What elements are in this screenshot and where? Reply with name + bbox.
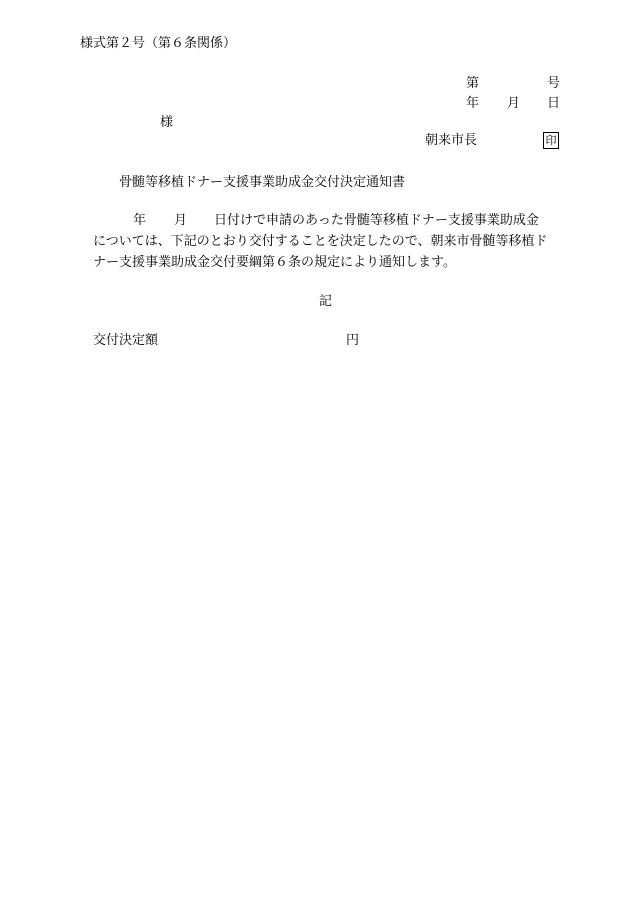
body-line-3: ナー支援事業助成金交付要綱第６条の規定により通知します。 xyxy=(93,255,456,270)
doc-number-go: 号 xyxy=(547,76,561,91)
body-line-2: については、下記のとおり交付することを決定したので、朝来市骨髄等移植ド xyxy=(93,234,548,249)
date-day: 日 xyxy=(547,96,561,111)
addressee-suffix: 様 xyxy=(160,115,174,130)
amount-label: 交付決定額 xyxy=(93,333,159,348)
date-year: 年 xyxy=(466,96,480,111)
amount-unit: 円 xyxy=(346,333,360,348)
body-year: 年 xyxy=(133,213,147,228)
body-rest: 日付けで申請のあった骨髄等移植ドナー支援事業助成金 xyxy=(214,213,539,228)
ki-heading: 記 xyxy=(319,294,333,309)
issuer: 朝来市長 xyxy=(425,133,478,148)
seal-box: 印 xyxy=(543,132,559,149)
body-month: 月 xyxy=(174,213,188,228)
date-month: 月 xyxy=(507,96,521,111)
form-number: 様式第２号（第６条関係） xyxy=(80,36,237,51)
doc-number-dai: 第 xyxy=(466,76,480,91)
document-title: 骨髄等移植ドナー支援事業助成金交付決定通知書 xyxy=(119,175,406,190)
